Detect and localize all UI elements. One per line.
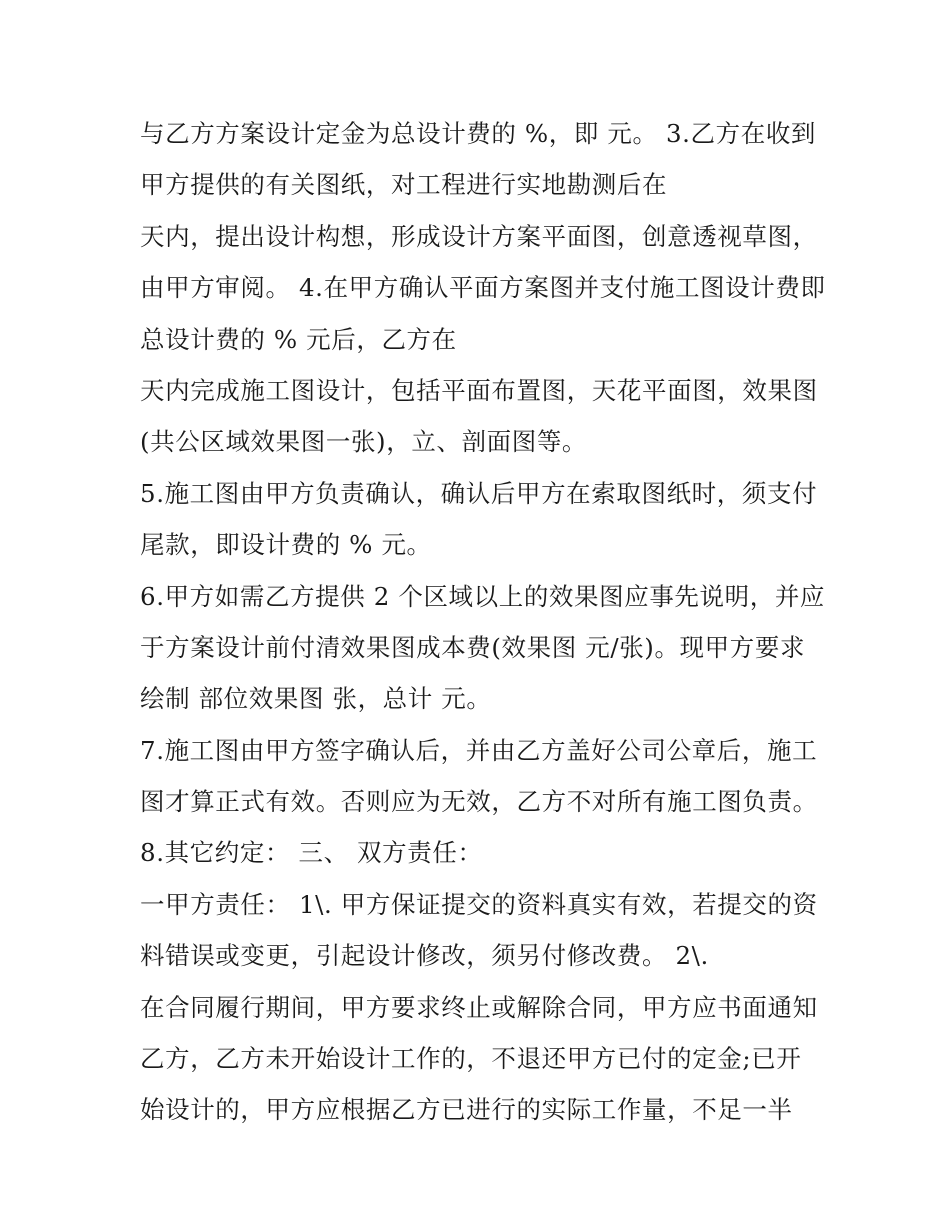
text-line: 8.其它约定： 三、 双方责任： [140,838,483,868]
text-line: 6.甲方如需乙方提供 2 个区域以上的效果图应事先说明，并应 [140,581,826,611]
text-line: 7.施工图由甲方签字确认后，并由乙方盖好公司公章后，施工 [140,735,818,765]
text-line: 由甲方审阅。 4.在甲方确认平面方案图并支付施工图设计费即 [140,273,826,303]
text-line: (共公区域效果图一张)，立、剖面图等。 [140,427,588,457]
text-line: 在合同履行期间，甲方要求终止或解除合同，甲方应书面通知 [140,992,818,1022]
text-line: 5.施工图由甲方负责确认，确认后甲方在索取图纸时，须支付 [140,478,818,508]
text-line: 图才算正式有效。否则应为无效，乙方不对所有施工图负责。 [140,787,818,817]
text-line: 始设计的，甲方应根据乙方已进行的实际工作量，不足一半 [140,1095,793,1125]
text-line: 于方案设计前付清效果图成本费(效果图 元/张)。现甲方要求 [140,632,806,662]
text-line: 与乙方方案设计定金为总设计费的 %，即 元。 3.乙方在收到 [140,119,817,148]
text-line: 一甲方责任： 1\. 甲方保证提交的资料真实有效，若提交的资 [140,889,818,919]
text-line: 天内，提出设计构想，形成设计方案平面图，创意透视草图， [140,221,818,251]
text-line: 甲方提供的有关图纸，对工程进行实地勘测后在 [140,170,668,200]
text-line: 乙方，乙方未开始设计工作的，不退还甲方已付的定金;已开 [140,1044,802,1074]
text-line: 总设计费的 % 元后，乙方在 [140,324,457,354]
text-line: 天内完成施工图设计，包括平面布置图，天花平面图，效果图 [140,375,818,405]
text-line: 尾款，即设计费的 % 元。 [140,530,432,560]
text-line: 料错误或变更，引起设计修改，须另付修改费。 2\. [140,941,709,971]
contract-text-body [140,108,830,1136]
text-line: 绘制 部位效果图 张，总计 元。 [140,684,492,714]
